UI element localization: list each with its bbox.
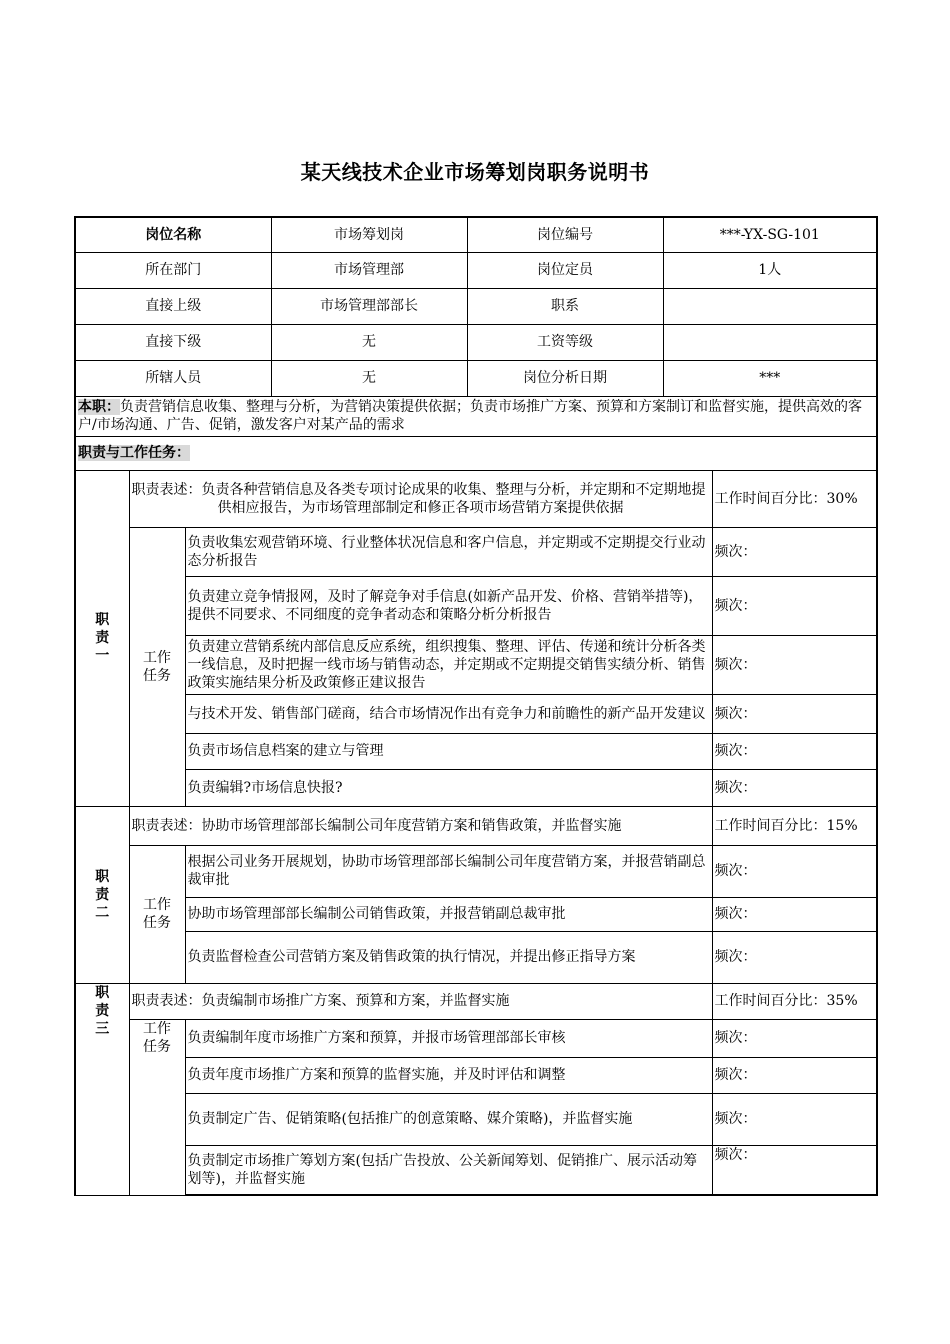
duty-2-task-1: 根据公司业务开展规划，协助市场管理部部长编制公司年度营销方案，并报营销副总裁审批 <box>185 845 712 897</box>
summary-text: 负责营销信息收集、整理与分析，为营销决策提供依据；负责市场推广方案、预算和方案制订和监督实施，提供高效的客户/市场沟通、广告、促销，激发客户对某产品的需求 <box>78 399 862 433</box>
duty-2-task-row <box>75 931 877 983</box>
duty-2-desc-row <box>75 806 877 845</box>
duty-1-task-5: 负责市场信息档案的建立与管理 <box>185 733 712 769</box>
duty-2-work-label: 工作 任务 <box>129 845 185 983</box>
duty-3-description <box>129 983 712 1019</box>
duty-1-task-row <box>75 527 877 576</box>
duty-3-percent: 工作时间百分比：35% <box>712 983 877 1019</box>
label-department: 所在部门 <box>75 252 271 288</box>
duty-1-percent: 工作时间百分比：30% <box>712 470 877 527</box>
duty-1-task-2: 负责建立竞争情报网，及时了解竞争对手信息(如新产品开发、价格、营销举措等)，提供不同要求、不同细度的竞争者动态和策略分析分析报告 <box>185 576 712 635</box>
job-summary <box>75 396 877 436</box>
duty-1-task-row <box>75 694 877 733</box>
duty-1-task-row <box>75 733 877 769</box>
duty-3-task-row <box>75 1145 877 1195</box>
header-row-5 <box>75 360 877 396</box>
duty-1-task-4: 与技术开发、销售部门磋商，结合市场情况作出有竞争力和前瞻性的新产品开发建议 <box>185 694 712 733</box>
duty-2-task-1-freq: 频次： <box>712 845 877 897</box>
duty-1-task-row <box>75 769 877 806</box>
duty-3-task-row <box>75 1093 877 1145</box>
duty-1-description <box>129 470 712 527</box>
duty-1-task-2-freq: 频次： <box>712 576 877 635</box>
value-headcount: 1人 <box>663 252 877 288</box>
duty-1-desc-row <box>75 470 877 527</box>
duty-1-task-3: 负责建立营销系统内部信息反应系统，组织搜集、整理、评估、传递和统计分析各类一线信息，及时把握一线市场与销售动态，并定期或不定期提交销售实绩分析、销售政策实施结果分析及政策修正建议报告 <box>185 635 712 694</box>
duty-3-task-2: 负责年度市场推广方案和预算的监督实施，并及时评估和调整 <box>185 1057 712 1093</box>
duty-3-task-2-freq: 频次： <box>712 1057 877 1093</box>
duty-2-percent: 工作时间百分比：15% <box>712 806 877 845</box>
summary-label: 本职： <box>78 399 120 415</box>
value-position-name: 市场筹划岗 <box>271 217 467 252</box>
label-position-code: 岗位编号 <box>467 217 663 252</box>
duty-1-task-1: 负责收集宏观营销环境、行业整体状况信息和客户信息，并定期或不定期提交行业动态分析报告 <box>185 527 712 576</box>
duty-1-work-label: 工作 任务 <box>129 527 185 806</box>
duty-1-task-6: 负责编辑?市场信息快报? <box>185 769 712 806</box>
header-row-4 <box>75 324 877 360</box>
label-headcount: 岗位定员 <box>467 252 663 288</box>
duties-section-row <box>75 436 877 470</box>
duty-3-desc-label: 职责表述： <box>131 993 202 1009</box>
duty-2-label: 职 责 二 <box>75 806 129 983</box>
document-title: 某天线技术企业市场筹划岗职务说明书 <box>300 160 650 184</box>
duty-3-task-1-freq: 频次： <box>712 1019 877 1057</box>
duty-3-task-4-freq: 频次： <box>712 1145 877 1195</box>
duty-3-label: 职 责 三 <box>75 983 129 1195</box>
label-salary-grade: 工资等级 <box>467 324 663 360</box>
duty-2-task-3-freq: 频次： <box>712 931 877 983</box>
duty-2-task-2: 协助市场管理部部长编制公司销售政策，并报营销副总裁审批 <box>185 897 712 931</box>
value-analysis-date: *** <box>663 360 877 396</box>
duty-1-task-1-freq: 频次： <box>712 527 877 576</box>
duty-3-desc-row <box>75 983 877 1019</box>
duty-2-task-2-freq: 频次： <box>712 897 877 931</box>
job-description-table <box>74 216 878 1196</box>
duty-1-task-6-freq: 频次： <box>712 769 877 806</box>
duty-2-task-3: 负责监督检查公司营销方案及销售政策的执行情况，并提出修正指导方案 <box>185 931 712 983</box>
duty-1-task-4-freq: 频次： <box>712 694 877 733</box>
duty-1-task-5-freq: 频次： <box>712 733 877 769</box>
label-staff: 所辖人员 <box>75 360 271 396</box>
value-position-code: ***-YX-SG-101 <box>663 217 877 252</box>
duty-1-desc-text: 负责各种营销信息及各类专项讨论成果的收集、整理与分析，并定期和不定期地提供相应报告，为市场管理部制定和修正各项市场营销方案提供依据 <box>201 481 706 516</box>
duty-3-task-3-freq: 频次： <box>712 1093 877 1145</box>
duties-section-cell <box>75 436 877 470</box>
value-staff: 无 <box>271 360 467 396</box>
duty-2-desc-label: 职责表述： <box>131 817 202 834</box>
value-job-family <box>663 288 877 324</box>
summary-row <box>75 396 877 436</box>
duty-3-task-row <box>75 1057 877 1093</box>
duty-2-description <box>129 806 712 845</box>
duties-section-label: 职责与工作任务： <box>78 445 190 461</box>
value-salary-grade <box>663 324 877 360</box>
duty-1-label: 职 责 一 <box>75 470 129 806</box>
duty-1-task-3-freq: 频次： <box>712 635 877 694</box>
value-direct-subordinate: 无 <box>271 324 467 360</box>
header-row-3 <box>75 288 877 324</box>
duty-3-task-4: 负责制定市场推广筹划方案(包括广告投放、公关新闻筹划、促销推广、展示活动筹划等)，并监督实施 <box>185 1145 712 1195</box>
duty-3-task-row <box>75 1019 877 1057</box>
duty-1-task-row <box>75 576 877 635</box>
duty-3-task-3: 负责制定广告、促销策略(包括推广的创意策略、媒介策略)，并监督实施 <box>185 1093 712 1145</box>
duty-2-task-row <box>75 845 877 897</box>
header-row-2 <box>75 252 877 288</box>
value-department: 市场管理部 <box>271 252 467 288</box>
value-direct-superior: 市场管理部部长 <box>271 288 467 324</box>
header-row-1 <box>75 217 877 252</box>
duty-3-task-1: 负责编制年度市场推广方案和预算，并报市场管理部部长审核 <box>185 1019 712 1057</box>
duty-2-desc-text: 协助市场管理部部长编制公司年度营销方案和销售政策，并监督实施 <box>201 817 622 834</box>
label-position-name: 岗位名称 <box>75 217 271 252</box>
duty-2-task-row <box>75 897 877 931</box>
label-analysis-date: 岗位分析日期 <box>467 360 663 396</box>
label-direct-subordinate: 直接下级 <box>75 324 271 360</box>
label-job-family: 职系 <box>467 288 663 324</box>
duty-1-task-row <box>75 635 877 694</box>
duty-3-desc-text: 负责编制市场推广方案、预算和方案，并监督实施 <box>201 993 510 1009</box>
duty-3-work-label: 工作 任务 <box>129 1019 185 1195</box>
duty-1-desc-label: 职责表述： <box>131 481 202 498</box>
label-direct-superior: 直接上级 <box>75 288 271 324</box>
